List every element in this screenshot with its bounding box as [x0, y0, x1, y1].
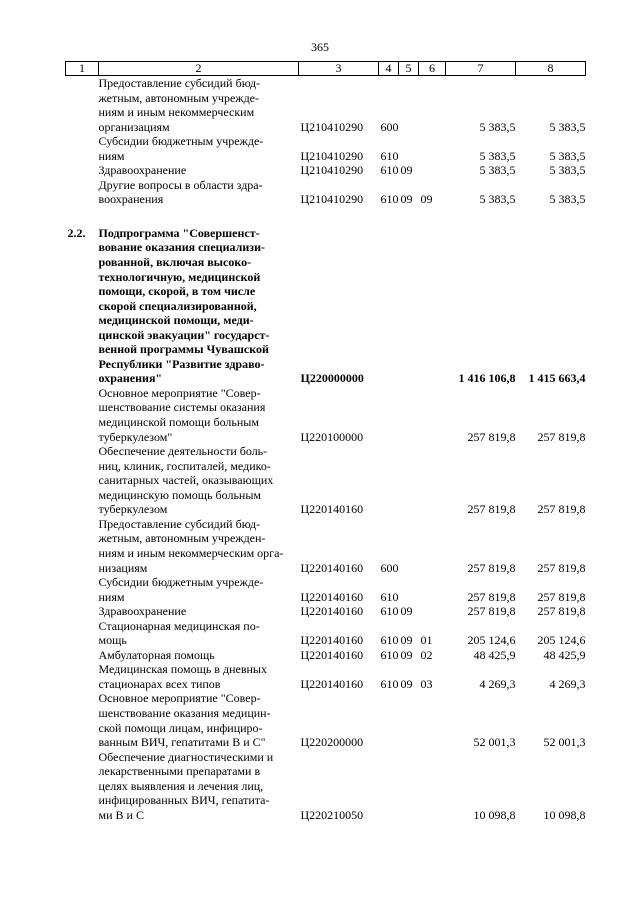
row-amount-1: 10 098,8	[473, 807, 516, 822]
table-row	[66, 444, 586, 517]
row-name-line: туберкулезом	[98, 502, 168, 517]
row-amount-2: 257 819,8	[537, 429, 586, 444]
row-name	[99, 517, 299, 575]
row-name-line: вование оказания специализи-	[98, 240, 265, 255]
row-section	[399, 691, 419, 749]
row-number	[66, 648, 99, 663]
table-row	[66, 604, 586, 619]
row-amount-1: 257 819,8	[467, 560, 516, 575]
row-vr: 610	[380, 192, 399, 207]
table-row	[66, 619, 586, 648]
row-name-line: низациям	[98, 560, 148, 575]
row-code: Ц220140160	[300, 647, 364, 662]
row-name-line: помощи, скорой, в том числе	[98, 284, 256, 299]
row-name-line: Здравоохранение	[98, 163, 187, 178]
row-name	[99, 604, 299, 619]
row-name-line: ниям и иным некоммерческим	[98, 105, 255, 120]
row-name-line: туберкулезом"	[98, 429, 173, 444]
table-row	[66, 691, 586, 749]
row-vr	[379, 386, 399, 444]
row-vr: 610	[380, 676, 399, 691]
header-col-3: 3	[299, 62, 379, 76]
row-code: Ц220140160	[300, 560, 364, 575]
row-amount-1: 5 383,5	[479, 148, 516, 163]
row-amount-2: 5 383,5	[549, 119, 586, 134]
row-subsection	[419, 386, 446, 444]
row-name-line: стационарах всех типов	[98, 676, 221, 691]
row-amount-2: 5 383,5	[549, 192, 586, 207]
row-number	[66, 386, 99, 444]
row-subsection	[419, 134, 446, 163]
row-name	[99, 226, 299, 386]
row-name-line: ми В и С	[98, 807, 144, 822]
header-col-1: 1	[66, 62, 99, 76]
row-vr	[379, 691, 399, 749]
row-subsection: 09	[420, 192, 433, 207]
row-name-line: Республики "Развитие здраво-	[98, 356, 265, 371]
row-subsection: 03	[420, 676, 433, 691]
row-name-line: жетным, автономным учрежде-	[98, 90, 260, 105]
row-amount-1: 257 819,8	[467, 429, 516, 444]
spacer-row	[66, 207, 586, 226]
row-name-line: Субсидии бюджетным учрежде-	[98, 575, 264, 590]
row-name-line: медицинской помощи, меди-	[98, 313, 254, 328]
row-vr: 600	[380, 560, 399, 575]
row-name	[99, 444, 299, 517]
row-amount-1: 5 383,5	[479, 192, 516, 207]
row-section: 09	[400, 163, 413, 178]
row-name-line: Медицинская помощь в дневных	[98, 662, 267, 677]
row-section: 09	[400, 192, 413, 207]
row-name-line: Предоставление субсидий бюд-	[98, 516, 261, 531]
row-number	[66, 178, 99, 207]
row-name-line: ской помощи лицам, инфициро-	[98, 720, 263, 735]
row-amount-1: 205 124,6	[467, 633, 516, 648]
row-amount-2: 4 269,3	[549, 676, 586, 691]
row-vr	[379, 444, 399, 517]
row-name	[99, 163, 299, 178]
row-amount-2: 52 001,3	[543, 735, 586, 750]
row-name-line: ниям	[98, 589, 125, 604]
row-amount-2: 205 124,6	[537, 633, 586, 648]
row-code: Ц210410290	[300, 119, 364, 134]
row-name-line: Другие вопросы в области здра-	[98, 177, 263, 192]
row-vr	[379, 750, 399, 823]
row-amount-1: 257 819,8	[467, 589, 516, 604]
row-name-line: медицинской помощи больным	[98, 415, 259, 430]
row-amount-2: 5 383,5	[549, 148, 586, 163]
row-name-line: шенствование оказания медицин-	[98, 705, 271, 720]
row-name	[99, 648, 299, 663]
row-name-line: мощь	[98, 633, 127, 648]
row-number	[66, 575, 99, 604]
row-name-line: воохранения	[98, 192, 164, 207]
table-body	[66, 76, 586, 823]
row-name-line: Обеспечение диагностическими и	[98, 749, 274, 764]
row-section	[399, 750, 419, 823]
row-subsection	[419, 76, 446, 135]
row-section	[399, 134, 419, 163]
row-name-line: Стационарная медицинская по-	[98, 618, 260, 633]
row-amount-1: 257 819,8	[467, 502, 516, 517]
row-name-line: Основное мероприятие "Совер-	[98, 385, 261, 400]
row-name-line: охранения"	[98, 371, 163, 386]
row-subsection	[419, 750, 446, 823]
table-row	[66, 750, 586, 823]
row-number: 2.2.	[67, 225, 86, 240]
row-section	[399, 76, 419, 135]
table-row	[66, 575, 586, 604]
row-amount-1: 5 383,5	[479, 163, 516, 178]
row-amount-2: 48 425,9	[543, 647, 586, 662]
row-code: Ц220140160	[300, 676, 364, 691]
row-name	[99, 662, 299, 691]
row-vr: 610	[380, 148, 399, 163]
row-name	[99, 134, 299, 163]
row-code: Ц220100000	[300, 429, 364, 444]
row-section	[399, 517, 419, 575]
row-code: Ц210410290	[300, 163, 364, 178]
row-name-line: санитарных частей, оказывающих	[98, 473, 274, 488]
row-subsection	[419, 517, 446, 575]
row-name-line: ниям и иным некоммерческим орга-	[98, 545, 284, 560]
row-subsection	[419, 163, 446, 178]
row-section	[399, 575, 419, 604]
row-number	[66, 604, 99, 619]
row-number	[66, 662, 99, 691]
row-code: Ц220140160	[300, 604, 364, 619]
table-row	[66, 386, 586, 444]
row-name-line: цинской эвакуации" государст-	[98, 327, 270, 342]
row-section: 09	[400, 676, 413, 691]
row-name	[99, 619, 299, 648]
page-number: 365	[311, 40, 329, 54]
row-number	[66, 691, 99, 749]
row-vr: 610	[380, 604, 399, 619]
row-number	[66, 444, 99, 517]
row-name-line: технологичную, медицинской	[98, 269, 261, 284]
row-amount-2: 1 415 663,4	[528, 371, 586, 386]
row-name	[99, 76, 299, 135]
row-name-line: организациям	[98, 119, 170, 134]
row-subsection: 01	[420, 633, 433, 648]
row-number	[66, 163, 99, 178]
row-number	[66, 619, 99, 648]
row-subsection	[419, 226, 446, 386]
row-name	[99, 750, 299, 823]
header-col-7: 7	[446, 62, 516, 76]
row-name	[99, 178, 299, 207]
row-name-line: Здравоохранение	[98, 604, 187, 619]
row-name-line: скорой специализированной,	[98, 298, 257, 313]
table-row	[66, 76, 586, 135]
row-amount-2: 257 819,8	[537, 560, 586, 575]
row-code: Ц210410290	[300, 148, 364, 163]
table-row	[66, 648, 586, 663]
table-row	[66, 163, 586, 178]
row-amount-2: 5 383,5	[549, 163, 586, 178]
row-amount-1: 48 425,9	[473, 647, 516, 662]
row-amount-1: 257 819,8	[467, 604, 516, 619]
row-name-line: медицинскую помощь больным	[98, 487, 261, 502]
header-col-8: 8	[516, 62, 586, 76]
row-name-line: лекарственными препаратами в	[98, 764, 261, 779]
row-code: Ц220140160	[300, 502, 364, 517]
row-amount-1: 52 001,3	[473, 735, 516, 750]
row-name	[99, 386, 299, 444]
row-section	[399, 444, 419, 517]
row-number	[66, 517, 99, 575]
row-vr: 610	[380, 647, 399, 662]
header-col-2: 2	[99, 62, 299, 76]
row-number	[66, 76, 99, 135]
row-name-line: инфицированных ВИЧ, гепатита-	[98, 793, 270, 808]
row-vr: 610	[380, 633, 399, 648]
table-row	[66, 517, 586, 575]
row-name	[99, 691, 299, 749]
row-code: Ц220000000	[300, 371, 364, 386]
row-subsection	[419, 604, 446, 619]
row-name-line: ниям	[98, 148, 125, 163]
row-name-line: Субсидии бюджетным учрежде-	[98, 134, 264, 149]
row-amount-2: 10 098,8	[543, 807, 586, 822]
table-row	[66, 226, 586, 386]
table-row	[66, 134, 586, 163]
header-col-4: 4	[379, 62, 399, 76]
header-row	[66, 62, 586, 76]
row-amount-2: 257 819,8	[537, 502, 586, 517]
header-col-5: 5	[399, 62, 419, 76]
row-name-line: жетным, автономным учрежден-	[98, 531, 266, 546]
row-subsection	[419, 691, 446, 749]
header-col-6: 6	[419, 62, 446, 76]
table-row	[66, 178, 586, 207]
row-amount-1: 4 269,3	[479, 676, 516, 691]
row-name-line: Предоставление субсидий бюд-	[98, 76, 261, 90]
row-vr: 600	[380, 119, 399, 134]
row-amount-1: 1 416 106,8	[458, 371, 516, 386]
row-name-line: шенствование системы оказания	[98, 400, 266, 415]
row-vr: 610	[380, 589, 399, 604]
row-name-line: целях выявления и лечения лиц,	[98, 778, 264, 793]
row-section	[399, 226, 419, 386]
table-row	[66, 662, 586, 691]
row-code: Ц220140160	[300, 633, 364, 648]
row-name-line: ванным ВИЧ, гепатитами В и С"	[98, 735, 266, 750]
row-amount-2: 257 819,8	[537, 589, 586, 604]
row-name-line: Амбулаторная помощь	[98, 647, 215, 662]
row-code: Ц220140160	[300, 589, 364, 604]
row-name-line: Подпрограмма "Совершенст-	[98, 225, 260, 240]
row-section: 09	[400, 633, 413, 648]
row-name-line: ниц, клиник, госпиталей, медико-	[98, 458, 271, 473]
row-vr	[379, 226, 399, 386]
row-name-line: рованной, включая высоко-	[98, 255, 252, 270]
row-number	[66, 134, 99, 163]
row-code: Ц220200000	[300, 735, 364, 750]
row-subsection	[419, 575, 446, 604]
row-name-line: Основное мероприятие "Совер-	[98, 691, 261, 706]
row-subsection	[419, 444, 446, 517]
row-number	[66, 750, 99, 823]
row-section	[399, 386, 419, 444]
row-code: Ц220210050	[300, 807, 364, 822]
row-vr: 610	[380, 163, 399, 178]
row-subsection: 02	[420, 647, 433, 662]
row-name-line: Обеспечение деятельности боль-	[98, 444, 268, 459]
table-header	[66, 62, 586, 76]
row-section: 09	[400, 604, 413, 619]
row-amount-2: 257 819,8	[537, 604, 586, 619]
row-code: Ц210410290	[300, 192, 364, 207]
row-amount-1: 5 383,5	[479, 119, 516, 134]
row-section: 09	[400, 647, 413, 662]
budget-table	[65, 61, 586, 822]
row-name	[99, 575, 299, 604]
row-name-line: венной программы Чувашской	[98, 342, 269, 357]
